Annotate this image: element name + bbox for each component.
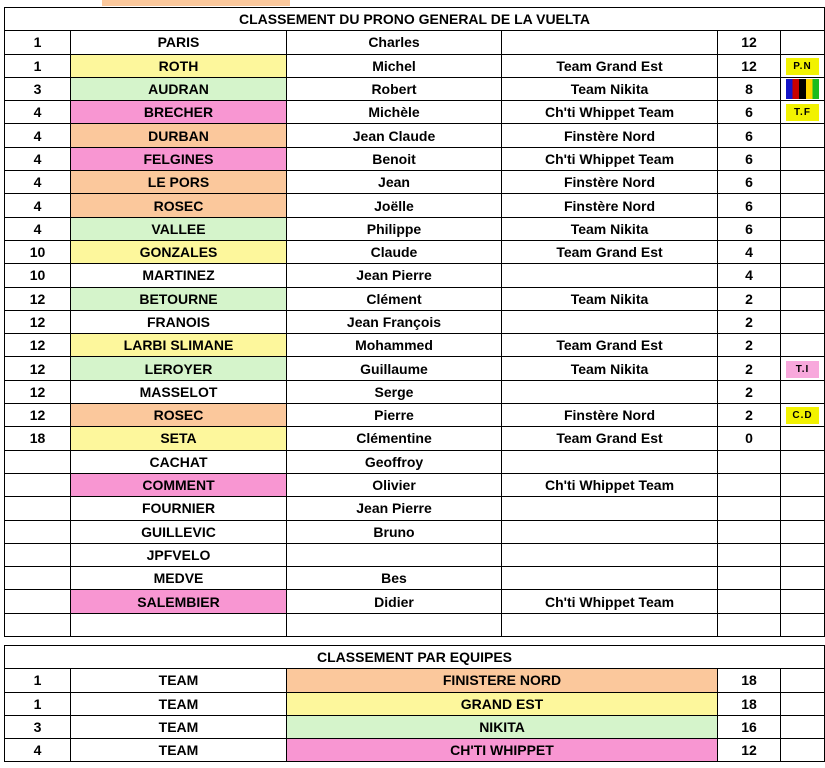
team-ranking-table bbox=[4, 645, 825, 762]
ranking-row bbox=[5, 380, 825, 403]
last-name-cell[interactable]: COMMENT bbox=[71, 473, 287, 496]
rank-cell[interactable]: 4 bbox=[5, 147, 71, 170]
team-name-cell[interactable]: NIKITA bbox=[287, 715, 718, 738]
first-name-cell[interactable]: Pierre bbox=[287, 404, 502, 427]
team-cell[interactable] bbox=[502, 543, 718, 566]
badge-cell[interactable] bbox=[781, 124, 825, 147]
badge-cell[interactable] bbox=[781, 520, 825, 543]
rank-cell[interactable] bbox=[5, 450, 71, 473]
points-cell[interactable] bbox=[718, 590, 781, 613]
team-cell[interactable] bbox=[502, 310, 718, 333]
team-cell[interactable] bbox=[502, 520, 718, 543]
ranking-row bbox=[5, 613, 825, 636]
first-name-cell[interactable]: Jean François bbox=[287, 310, 502, 333]
rank-cell[interactable]: 4 bbox=[5, 217, 71, 240]
ranking-row bbox=[5, 450, 825, 473]
team-cell[interactable]: Ch'ti Whippet Team bbox=[502, 473, 718, 496]
rank-cell[interactable]: 1 bbox=[5, 54, 71, 77]
ranking-row bbox=[5, 217, 825, 240]
points-cell[interactable]: 2 bbox=[718, 404, 781, 427]
points-cell[interactable]: 6 bbox=[718, 147, 781, 170]
rank-cell[interactable] bbox=[5, 497, 71, 520]
ranking-row bbox=[5, 473, 825, 496]
last-name-cell[interactable]: ROSEC bbox=[71, 194, 287, 217]
team-cell[interactable] bbox=[502, 613, 718, 636]
rank-cell[interactable]: 4 bbox=[5, 101, 71, 124]
badge-cell[interactable] bbox=[781, 240, 825, 263]
points-cell[interactable] bbox=[718, 567, 781, 590]
badge-cell[interactable] bbox=[781, 404, 825, 427]
ranking-row bbox=[5, 543, 825, 566]
rank-cell[interactable]: 3 bbox=[5, 77, 71, 100]
rank-cell[interactable] bbox=[5, 473, 71, 496]
ranking-row bbox=[5, 590, 825, 613]
team-cell[interactable]: Finstère Nord bbox=[502, 124, 718, 147]
rank-cell[interactable] bbox=[5, 520, 71, 543]
first-name-cell[interactable]: Michel bbox=[287, 54, 502, 77]
team-cell[interactable]: Team Nikita bbox=[502, 217, 718, 240]
points-cell[interactable] bbox=[718, 520, 781, 543]
last-name-cell[interactable]: FELGINES bbox=[71, 147, 287, 170]
team-cell[interactable] bbox=[502, 264, 718, 287]
last-name-cell[interactable]: FOURNIER bbox=[71, 497, 287, 520]
last-name-cell[interactable]: LEROYER bbox=[71, 357, 287, 380]
first-name-cell[interactable]: Geoffroy bbox=[287, 450, 502, 473]
team-cell[interactable]: Team Grand Est bbox=[502, 427, 718, 450]
first-name-cell[interactable]: Claude bbox=[287, 240, 502, 263]
ranking-row bbox=[5, 147, 825, 170]
badge-cell[interactable] bbox=[781, 310, 825, 333]
badge-cell[interactable] bbox=[781, 31, 825, 54]
badge-cell[interactable] bbox=[781, 567, 825, 590]
team-points-cell[interactable]: 18 bbox=[718, 692, 781, 715]
badge-cell[interactable] bbox=[781, 497, 825, 520]
ranking-row bbox=[5, 567, 825, 590]
first-name-cell[interactable]: Benoit bbox=[287, 147, 502, 170]
first-name-cell[interactable]: Michèle bbox=[287, 101, 502, 124]
last-name-cell[interactable]: PARIS bbox=[71, 31, 287, 54]
points-cell[interactable] bbox=[718, 497, 781, 520]
last-name-cell[interactable]: CACHAT bbox=[71, 450, 287, 473]
rank-cell[interactable]: 12 bbox=[5, 357, 71, 380]
badge-label: T.F bbox=[786, 104, 819, 121]
points-cell[interactable]: 2 bbox=[718, 287, 781, 310]
last-name-cell[interactable] bbox=[71, 613, 287, 636]
ranking-row bbox=[5, 240, 825, 263]
team-extra-cell[interactable] bbox=[781, 692, 825, 715]
ranking-row bbox=[5, 171, 825, 194]
badge-cell[interactable] bbox=[781, 264, 825, 287]
last-name-cell[interactable]: LE PORS bbox=[71, 171, 287, 194]
team-points-cell[interactable]: 18 bbox=[718, 669, 781, 692]
points-cell[interactable]: 12 bbox=[718, 54, 781, 77]
badge-label: P.N bbox=[786, 58, 819, 75]
points-cell[interactable] bbox=[718, 613, 781, 636]
rank-cell[interactable]: 4 bbox=[5, 194, 71, 217]
first-name-cell[interactable]: Guillaume bbox=[287, 357, 502, 380]
rank-cell[interactable] bbox=[5, 543, 71, 566]
ranking-row bbox=[5, 357, 825, 380]
first-name-cell[interactable]: Bes bbox=[287, 567, 502, 590]
rank-cell[interactable] bbox=[5, 567, 71, 590]
badge-cell[interactable] bbox=[781, 613, 825, 636]
team-cell[interactable]: Finstère Nord bbox=[502, 404, 718, 427]
last-name-cell[interactable]: ROSEC bbox=[71, 404, 287, 427]
last-name-cell[interactable]: BRECHER bbox=[71, 101, 287, 124]
ranking-row bbox=[5, 427, 825, 450]
ranking-row bbox=[5, 264, 825, 287]
badge-cell[interactable] bbox=[781, 77, 825, 100]
team-extra-cell[interactable] bbox=[781, 669, 825, 692]
points-cell[interactable] bbox=[718, 473, 781, 496]
badge-cell[interactable] bbox=[781, 194, 825, 217]
last-name-cell[interactable]: GUILLEVIC bbox=[71, 520, 287, 543]
team-cell[interactable]: Team Nikita bbox=[502, 357, 718, 380]
first-name-cell[interactable]: Mohammed bbox=[287, 334, 502, 357]
badge-cell[interactable] bbox=[781, 147, 825, 170]
first-name-cell[interactable]: Olivier bbox=[287, 473, 502, 496]
first-name-cell[interactable]: Serge bbox=[287, 380, 502, 403]
badge-cell[interactable] bbox=[781, 334, 825, 357]
team-cell[interactable] bbox=[502, 380, 718, 403]
last-name-cell[interactable]: MEDVE bbox=[71, 567, 287, 590]
rank-cell[interactable]: 12 bbox=[5, 287, 71, 310]
ranking-row bbox=[5, 31, 825, 54]
top-cell-stub bbox=[102, 0, 290, 6]
team-cell[interactable] bbox=[502, 567, 718, 590]
ranking-row bbox=[5, 194, 825, 217]
ranking-row bbox=[5, 124, 825, 147]
rank-cell[interactable]: 10 bbox=[5, 240, 71, 263]
rank-cell[interactable]: 12 bbox=[5, 310, 71, 333]
ranking-row bbox=[5, 497, 825, 520]
team-points-cell[interactable]: 12 bbox=[718, 739, 781, 762]
team-cell[interactable]: Team Grand Est bbox=[502, 334, 718, 357]
rank-cell[interactable]: 18 bbox=[5, 427, 71, 450]
points-cell[interactable]: 2 bbox=[718, 357, 781, 380]
points-cell[interactable] bbox=[718, 450, 781, 473]
badge-cell[interactable] bbox=[781, 171, 825, 194]
rank-cell[interactable]: 4 bbox=[5, 171, 71, 194]
badge-cell[interactable] bbox=[781, 450, 825, 473]
points-cell[interactable]: 4 bbox=[718, 240, 781, 263]
ranking-row bbox=[5, 310, 825, 333]
team-title-row bbox=[5, 646, 825, 669]
ranking-row bbox=[5, 520, 825, 543]
team-cell[interactable]: Finstère Nord bbox=[502, 194, 718, 217]
team-rank-cell[interactable]: 3 bbox=[5, 715, 71, 738]
ranking-title-row bbox=[5, 8, 825, 31]
points-cell[interactable]: 6 bbox=[718, 124, 781, 147]
points-cell[interactable]: 2 bbox=[718, 334, 781, 357]
badge-label: C.D bbox=[786, 407, 819, 424]
team-name-cell[interactable]: CH'TI WHIPPET bbox=[287, 739, 718, 762]
team-rank-cell[interactable]: 4 bbox=[5, 739, 71, 762]
badge-label: T.I bbox=[786, 361, 819, 378]
rank-cell[interactable]: 12 bbox=[5, 404, 71, 427]
ranking-row bbox=[5, 404, 825, 427]
first-name-cell[interactable]: Bruno bbox=[287, 520, 502, 543]
team-cell[interactable] bbox=[502, 31, 718, 54]
points-cell[interactable]: 6 bbox=[718, 217, 781, 240]
points-cell[interactable]: 12 bbox=[718, 31, 781, 54]
first-name-cell[interactable] bbox=[287, 613, 502, 636]
first-name-cell[interactable]: Charles bbox=[287, 31, 502, 54]
points-cell[interactable]: 0 bbox=[718, 427, 781, 450]
first-name-cell[interactable]: Jean bbox=[287, 171, 502, 194]
first-name-cell[interactable] bbox=[287, 543, 502, 566]
ranking-row bbox=[5, 101, 825, 124]
points-cell[interactable]: 2 bbox=[718, 380, 781, 403]
team-extra-cell[interactable] bbox=[781, 715, 825, 738]
last-name-cell[interactable]: GONZALES bbox=[71, 240, 287, 263]
team-cell[interactable]: Team Grand Est bbox=[502, 54, 718, 77]
badge-cell[interactable] bbox=[781, 54, 825, 77]
first-name-cell[interactable]: Clémentine bbox=[287, 427, 502, 450]
team-cell[interactable] bbox=[502, 450, 718, 473]
last-name-cell[interactable]: MARTINEZ bbox=[71, 264, 287, 287]
badge-cell[interactable] bbox=[781, 101, 825, 124]
points-cell[interactable]: 8 bbox=[718, 77, 781, 100]
team-label-cell[interactable]: TEAM bbox=[71, 692, 287, 715]
team-name-cell[interactable]: FINISTERE NORD bbox=[287, 669, 718, 692]
team-row bbox=[5, 739, 825, 762]
team-cell[interactable]: Team Grand Est bbox=[502, 240, 718, 263]
general-ranking-table bbox=[4, 7, 825, 637]
last-name-cell[interactable]: DURBAN bbox=[71, 124, 287, 147]
last-name-cell[interactable]: LARBI SLIMANE bbox=[71, 334, 287, 357]
team-label-cell[interactable]: TEAM bbox=[71, 669, 287, 692]
team-label-cell[interactable]: TEAM bbox=[71, 715, 287, 738]
points-cell[interactable]: 6 bbox=[718, 171, 781, 194]
team-row bbox=[5, 692, 825, 715]
points-cell[interactable]: 4 bbox=[718, 264, 781, 287]
rank-cell[interactable]: 4 bbox=[5, 124, 71, 147]
team-cell[interactable]: Ch'ti Whippet Team bbox=[502, 590, 718, 613]
badge-cell[interactable] bbox=[781, 543, 825, 566]
ranking-row bbox=[5, 77, 825, 100]
team-points-cell[interactable]: 16 bbox=[718, 715, 781, 738]
last-name-cell[interactable]: FRANOIS bbox=[71, 310, 287, 333]
first-name-cell[interactable]: Didier bbox=[287, 590, 502, 613]
first-name-cell[interactable]: Jean Claude bbox=[287, 124, 502, 147]
team-name-cell[interactable]: GRAND EST bbox=[287, 692, 718, 715]
rank-cell[interactable]: 10 bbox=[5, 264, 71, 287]
last-name-cell[interactable]: ROTH bbox=[71, 54, 287, 77]
team-cell[interactable]: Ch'ti Whippet Team bbox=[502, 147, 718, 170]
points-cell[interactable]: 6 bbox=[718, 194, 781, 217]
rank-cell[interactable] bbox=[5, 613, 71, 636]
first-name-cell[interactable]: Jean Pierre bbox=[287, 497, 502, 520]
team-cell[interactable]: Team Nikita bbox=[502, 287, 718, 310]
last-name-cell[interactable]: MASSELOT bbox=[71, 380, 287, 403]
team-rank-cell[interactable]: 1 bbox=[5, 669, 71, 692]
first-name-cell[interactable]: Philippe bbox=[287, 217, 502, 240]
badge-cell[interactable] bbox=[781, 357, 825, 380]
ranking-title: CLASSEMENT DU PRONO GENERAL DE LA VUELTA bbox=[5, 8, 825, 31]
striped-flag-icon bbox=[786, 79, 819, 99]
points-cell[interactable]: 6 bbox=[718, 101, 781, 124]
points-cell[interactable]: 2 bbox=[718, 310, 781, 333]
team-cell[interactable]: Finstère Nord bbox=[502, 171, 718, 194]
badge-cell[interactable] bbox=[781, 473, 825, 496]
team-extra-cell[interactable] bbox=[781, 739, 825, 762]
first-name-cell[interactable]: Clément bbox=[287, 287, 502, 310]
last-name-cell[interactable]: SALEMBIER bbox=[71, 590, 287, 613]
badge-cell[interactable] bbox=[781, 427, 825, 450]
team-cell[interactable] bbox=[502, 497, 718, 520]
rank-cell[interactable]: 1 bbox=[5, 31, 71, 54]
team-rank-cell[interactable]: 1 bbox=[5, 692, 71, 715]
badge-cell[interactable] bbox=[781, 287, 825, 310]
team-cell[interactable]: Team Nikita bbox=[502, 77, 718, 100]
first-name-cell[interactable]: Robert bbox=[287, 77, 502, 100]
rank-cell[interactable]: 12 bbox=[5, 380, 71, 403]
ranking-row bbox=[5, 334, 825, 357]
rank-cell[interactable] bbox=[5, 590, 71, 613]
first-name-cell[interactable]: Jean Pierre bbox=[287, 264, 502, 287]
ranking-row bbox=[5, 287, 825, 310]
last-name-cell[interactable]: JPFVELO bbox=[71, 543, 287, 566]
last-name-cell[interactable]: SETA bbox=[71, 427, 287, 450]
badge-cell[interactable] bbox=[781, 217, 825, 240]
rank-cell[interactable]: 12 bbox=[5, 334, 71, 357]
team-cell[interactable]: Ch'ti Whippet Team bbox=[502, 101, 718, 124]
team-ranking-title: CLASSEMENT PAR EQUIPES bbox=[5, 646, 825, 669]
first-name-cell[interactable]: Joëlle bbox=[287, 194, 502, 217]
last-name-cell[interactable]: AUDRAN bbox=[71, 77, 287, 100]
points-cell[interactable] bbox=[718, 543, 781, 566]
ranking-row bbox=[5, 54, 825, 77]
last-name-cell[interactable]: VALLEE bbox=[71, 217, 287, 240]
team-row bbox=[5, 669, 825, 692]
last-name-cell[interactable]: BETOURNE bbox=[71, 287, 287, 310]
team-row bbox=[5, 715, 825, 738]
team-label-cell[interactable]: TEAM bbox=[71, 739, 287, 762]
badge-cell[interactable] bbox=[781, 380, 825, 403]
badge-cell[interactable] bbox=[781, 590, 825, 613]
